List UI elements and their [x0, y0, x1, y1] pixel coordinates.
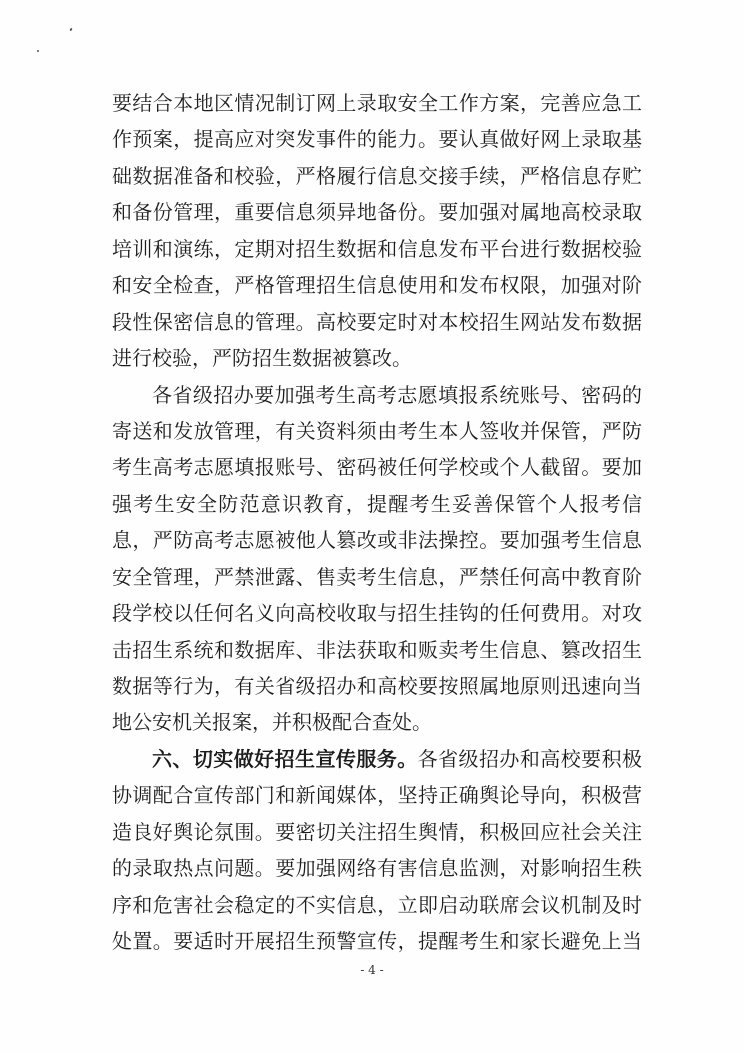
text-line-2: 作预案，提高应对突发事件的能力。要认真做好网上录取基 — [112, 127, 642, 152]
text-line-4: 和备份管理，重要信息须异地备份。要加强对属地高校录取 — [112, 200, 642, 225]
page-number: - 4 - — [360, 963, 384, 977]
text-line-19 — [112, 741, 642, 777]
text-line-11: 考生高考志愿填报账号、密码被任何学校或个人截留。要加 — [112, 455, 642, 480]
text-line-10: 寄送和发放管理，有关资料须由考生本人签收并保管，严防 — [112, 418, 642, 443]
text-line-3: 础数据准备和校验，严格履行信息交接手续，严格信息存贮 — [112, 163, 642, 188]
section-heading: 六、切实做好招生宣传服务。 — [152, 746, 418, 771]
text-line-13: 息，严防高考志愿被他人篡改或非法操控。要加强考生信息 — [112, 528, 642, 553]
text-line-24: 处置。要适时开展招生预警宣传，提醒考生和家长避免上当 — [112, 929, 642, 954]
text-line-16: 击招生系统和数据库、非法获取和贩卖考生信息、篡改招生 — [112, 637, 642, 662]
text-line-8: 进行校验，严防招生数据被篡改。 — [112, 346, 412, 371]
text-line-21: 造良好舆论氛围。要密切关注招生舆情，积极回应社会关注 — [112, 819, 642, 844]
text-line-5: 培训和演练，定期对招生数据和信息发布平台进行数据校验 — [112, 236, 642, 261]
text-line-7: 段性保密信息的管理。高校要定时对本校招生网站发布数据 — [112, 309, 642, 334]
text-line-15: 段学校以任何名义向高校收取与招生挂钩的任何费用。对攻 — [112, 601, 642, 626]
text-line-18: 地公安机关报案，并积极配合查处。 — [112, 710, 432, 735]
document-body — [112, 85, 642, 960]
text-line-6: 和安全检查，严格管理招生信息使用和发布权限，加强对阶 — [112, 273, 642, 298]
scan-speck — [69, 28, 72, 32]
text-line-22: 的录取热点问题。要加强网络有害信息监测，对影响招生秩 — [112, 856, 642, 881]
text-line-20: 协调配合宣传部门和新闻媒体，坚持正确舆论导向，积极营 — [112, 783, 642, 808]
scan-speck — [37, 50, 39, 52]
text-line-9: 各省级招办要加强考生高考志愿填报系统账号、密码的 — [152, 382, 642, 407]
text-line-14: 安全管理，严禁泄露、售卖考生信息，严禁任何高中教育阶 — [112, 564, 642, 589]
section-heading-text: 各省级招办和高校要积极 — [417, 746, 642, 771]
text-line-12: 强考生安全防范意识教育，提醒考生妥善保管个人报考信 — [112, 491, 642, 516]
text-line-1: 要结合本地区情况制订网上录取安全工作方案，完善应急工 — [112, 91, 642, 115]
text-line-17: 数据等行为，有关省级招办和高校要按照属地原则迅速向当 — [112, 674, 642, 698]
text-line-23: 序和危害社会稳定的不实信息，立即启动联席会议机制及时 — [112, 892, 642, 917]
